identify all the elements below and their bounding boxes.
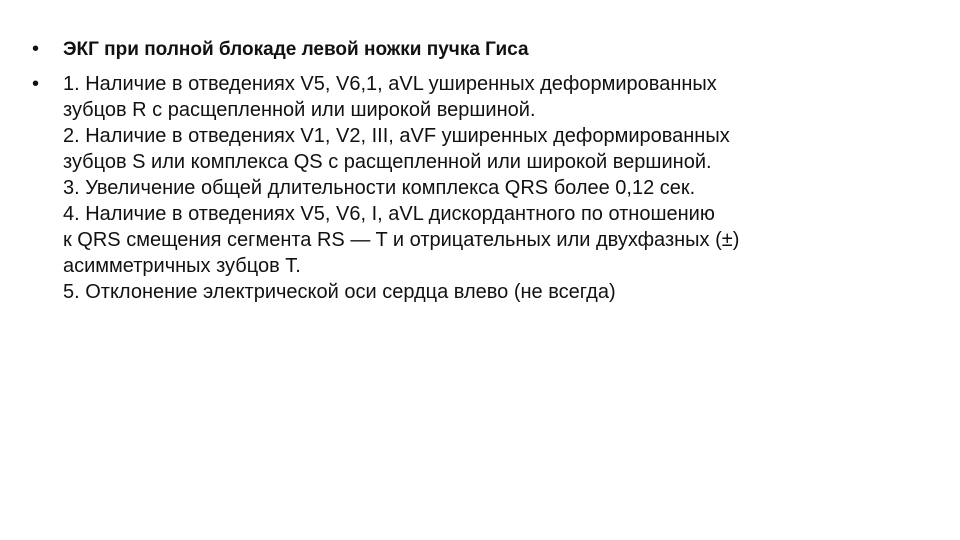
- criteria-line: 4. Наличие в отведениях V5, V6, I, aVL дискордантного по отношению: [63, 203, 715, 225]
- bullet-heading: [32, 36, 912, 63]
- criteria-line: 1. Наличие в отведениях V5, V6,1, aVL уширенных деформированных: [63, 73, 717, 95]
- criteria-line: к QRS смещения сегмента RS — T и отрицательных или двухфазных (±): [63, 229, 740, 251]
- bullet-list: [32, 36, 912, 305]
- criteria-line: асимметричных зубцов T.: [63, 255, 301, 277]
- criteria-line: 2. Наличие в отведениях V1, V2, III, aVF уширенных деформированных: [63, 125, 730, 147]
- slide-title: ЭКГ при полной блокаде левой ножки пучка Гиса: [63, 39, 529, 60]
- bullet-criteria: [32, 71, 912, 305]
- criteria-line: 5. Отклонение электрической оси сердца влево (не всегда): [63, 281, 616, 303]
- criteria-line: зубцов S или комплекса QS с расщепленной или широкой вершиной.: [63, 151, 712, 173]
- bullet-dot-icon: •: [32, 38, 40, 60]
- criteria-line: 3. Увеличение общей длительности комплекса QRS более 0,12 сек.: [63, 177, 696, 199]
- bullet-dot-icon: •: [32, 73, 40, 95]
- criteria-line: зубцов R с расщепленной или широкой вершиной.: [63, 99, 536, 121]
